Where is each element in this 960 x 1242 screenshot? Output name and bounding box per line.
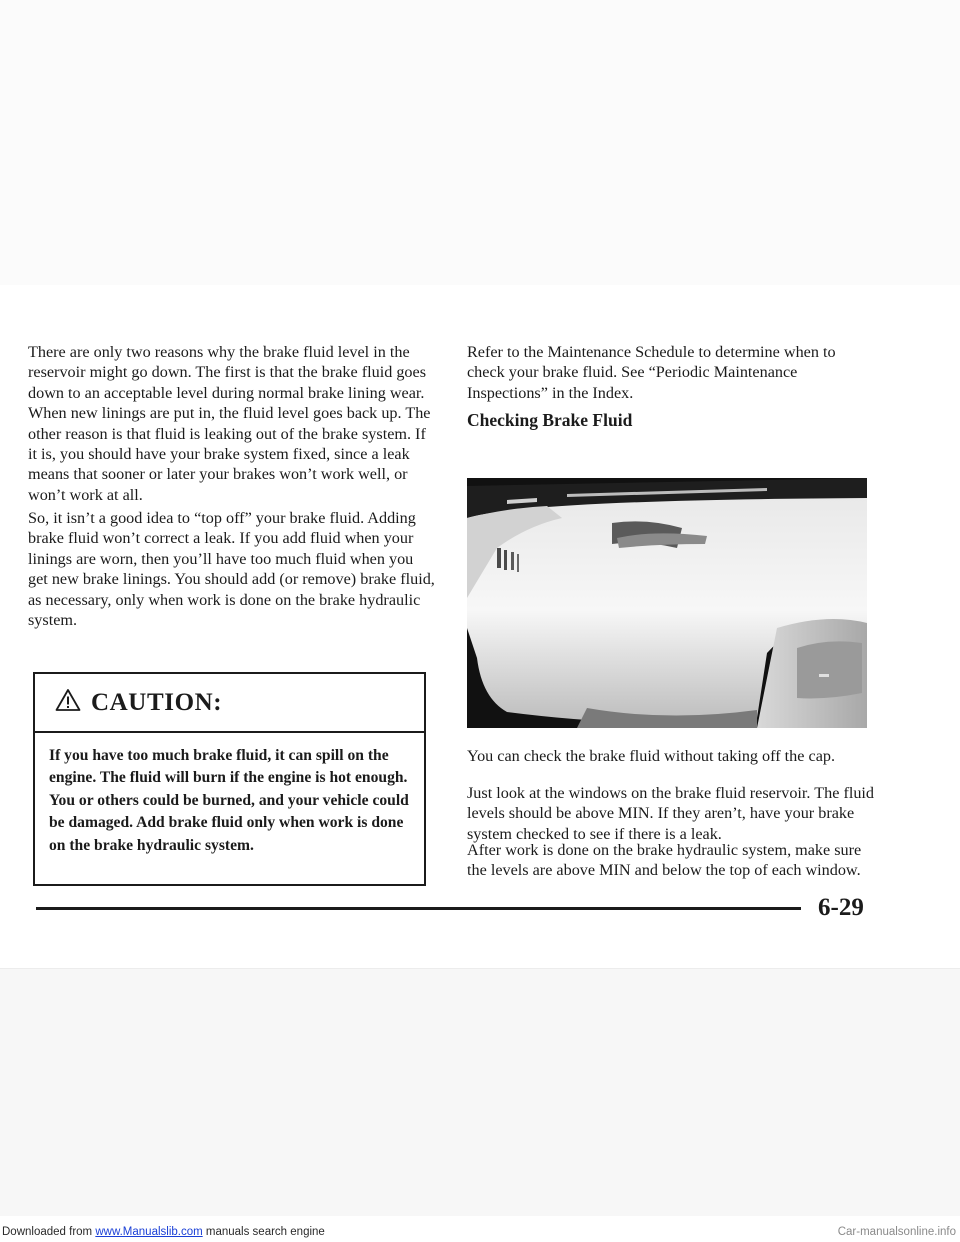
caution-header — [35, 674, 424, 733]
footer-suffix: manuals search engine — [202, 1226, 325, 1238]
manualslib-link[interactable]: www.Manualslib.com — [95, 1226, 203, 1238]
left-paragraph-1: There are only two reasons why the brake fluid level in the reservoir might go down. The first is that the brake fluid goes down to an acceptable level during normal brake lining wear. When new linings are put in, the fluid level goes back up. The other reason is that fluid is leaking out of the brake system. If it is, you should have your brake system fixed, since a leak means that sooner or later your brakes won’t work well, or won’t work at all. — [28, 343, 431, 504]
top-margin — [0, 0, 960, 285]
section-heading: Checking Brake Fluid — [467, 410, 633, 430]
right-paragraph-3: Just look at the windows on the brake fluid reservoir. The fluid levels should be above MIN. If they aren’t, have your brake system checked to see if there is a leak. — [467, 784, 875, 843]
caution-title: CAUTION: — [91, 688, 223, 716]
right-paragraph-2: You can check the brake fluid without taking off the cap. — [467, 747, 836, 765]
reservoir-illustration — [467, 478, 867, 728]
caution-text: If you have too much brake fluid, it can spill on the engine. The fluid will burn if the engine is hot enough. You or others could be burned, and your vehicle could be damaged. Add brake fluid only when work is done on the brake hydraulic system. — [49, 747, 409, 854]
brake-fluid-reservoir-photo — [467, 478, 867, 728]
right-paragraph-4: After work is done on the brake hydraulic system, make sure the levels are above MIN and below the top of each window. — [467, 841, 862, 880]
page-number: 6-29 — [818, 894, 864, 921]
caution-box — [33, 672, 426, 886]
warning-triangle-icon — [55, 688, 81, 717]
left-paragraph-2: So, it isn’t a good idea to “top off” your brake fluid. Adding brake fluid won’t correct a leak. If you add fluid when your linings are worn, then you’ll have too much fluid when you get new brake linings. You should add (or remove) brake fluid, as necessary, only when work is done on the brake hydraulic system. — [28, 509, 435, 630]
footer-credit — [2, 1224, 325, 1240]
watermark: Car-manualsonline.info — [837, 1226, 956, 1238]
right-paragraph-1: Refer to the Maintenance Schedule to determine when to check your brake fluid. See “Periodic Maintenance Inspections” in the Index. — [467, 343, 836, 402]
scan-edge-line — [0, 968, 960, 969]
footer-rule — [36, 907, 801, 910]
footer-prefix: Downloaded from — [2, 1226, 96, 1238]
bottom-margin — [0, 968, 960, 1216]
download-footer — [0, 1222, 960, 1242]
